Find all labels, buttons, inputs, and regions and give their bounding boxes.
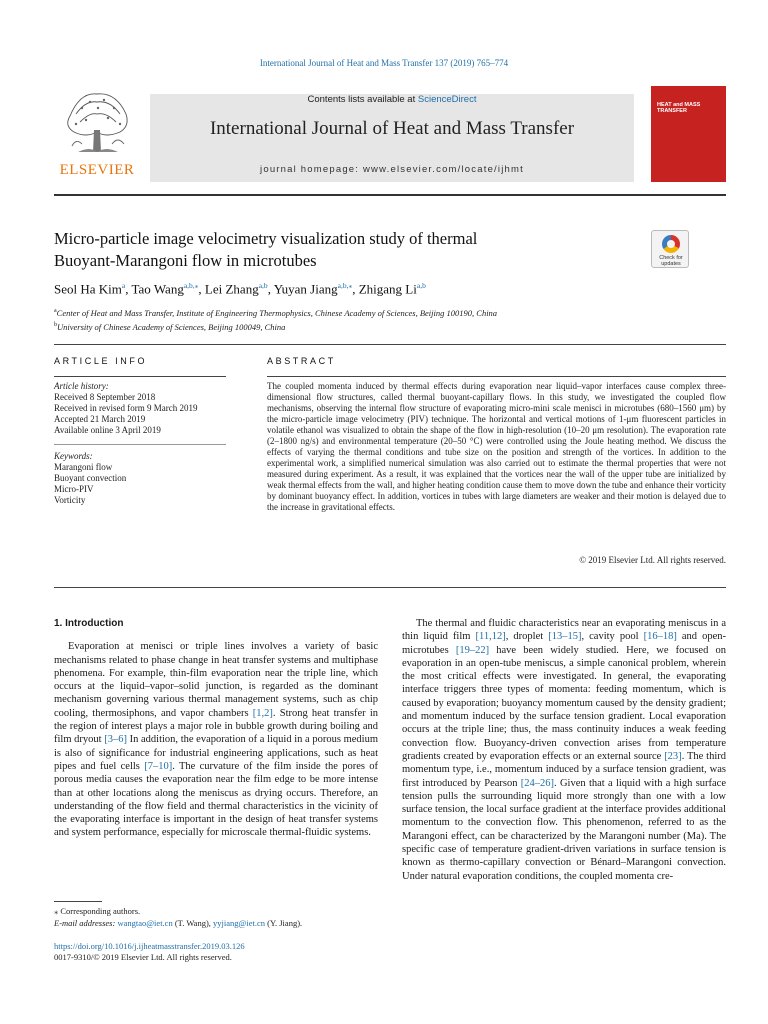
citation-link[interactable]: [3–6] <box>104 734 127 746</box>
citation-link[interactable]: [7–10] <box>144 760 173 772</box>
abstract-rule <box>267 376 726 377</box>
author-name[interactable]: Lei Zhang <box>204 281 259 297</box>
citation-link[interactable]: [23] <box>664 750 682 762</box>
contents-line <box>150 94 634 105</box>
keyword-item: Micro-PIV <box>54 484 94 494</box>
section-heading: 1. Introduction <box>54 618 124 629</box>
keywords-rule <box>54 444 226 445</box>
body-column-left <box>54 617 378 840</box>
citation-link[interactable]: [13–15] <box>548 631 582 643</box>
author-affiliation-mark[interactable]: a <box>121 281 126 290</box>
elsevier-logo[interactable] <box>54 86 140 182</box>
author-affiliation-mark[interactable]: a,b,⁎ <box>183 281 199 290</box>
author-name[interactable]: Yuyan Jiang <box>273 281 338 297</box>
citation-link[interactable]: [11,12] <box>475 631 506 643</box>
citation-link[interactable]: [16–18] <box>643 631 677 643</box>
history-item: Available online 3 April 2019 <box>54 425 161 435</box>
sciencedirect-link[interactable]: ScienceDirect <box>417 94 477 105</box>
citation-link[interactable]: [19–22] <box>455 644 490 656</box>
author-list: Seol Ha Kim$^a$, Tao Wang$^{a,b,⁎}$, Lei Zhang$^{a,b}$, Yuyan Jiang$^{a,b,⁎}$, Zhigang Li$^{a,b}$ <box>54 281 426 297</box>
article-info-rule <box>54 376 226 377</box>
journal-masthead <box>54 86 726 182</box>
doi-block <box>54 941 245 963</box>
author-name[interactable]: Seol Ha Kim <box>54 281 122 297</box>
email-link[interactable]: wangtao@iet.cn <box>117 918 173 928</box>
affiliation-b: $^b$University of Chinese Academy of Sciences, Beijing 100049, China <box>54 321 286 332</box>
masthead-divider <box>54 194 726 196</box>
keyword-item: Vorticity <box>54 495 86 505</box>
article-info-heading: ARTICLE INFO <box>54 356 148 366</box>
elsevier-wordmark: ELSEVIER <box>59 162 135 178</box>
citation-link[interactable]: [24–26] <box>520 777 555 789</box>
affiliations <box>54 305 497 333</box>
history-item: Accepted 21 March 2019 <box>54 414 146 424</box>
contents-prefix: Contents lists available at <box>307 94 418 105</box>
keywords <box>54 451 224 506</box>
abstract-end-divider <box>54 587 726 588</box>
keywords-heading: Keywords: <box>54 451 93 461</box>
journal-reference-link[interactable]: International Journal of Heat and Mass Transfer 137 (2019) 765–774 <box>259 58 509 68</box>
cover-title: HEAT and MASS TRANSFER <box>657 102 701 114</box>
info-divider <box>54 344 726 345</box>
keyword-item: Marangoni flow <box>54 462 113 472</box>
history-heading: Article history: <box>54 381 109 391</box>
author-affiliation-mark[interactable]: a,b,⁎ <box>337 281 353 290</box>
intro-paragraph: Evaporation at menisci or triple lines involves a variety of basic mechanisms related to phase change in heat transfer systems and multiphase phenomena. For example, thin-film evaporation near the triple line, which occurs at the liquid–vapor–solid junction, is regarded as the dominant mechanism governing various thermal management systems, such as chip cooling, thermosiphons, and vapor chambers [1,2]. Strong heat transfer in the region of interest plays a major role in bubble growth during boiling and film dryout [3–6] In addition, the evaporation of a liquid in a porous medium is also of significance for industrial engineering applications, such as heat pipes and fuel cells [7–10]. The curvature of the film inside the pores of porous media causes the evaporation near the film edge to be more intense than at other locations along the meniscus as drying occurs. Therefore, an understanding of the flow field and thermal characteristics in the vicinity of the evaporating interface is important in the design of heat transfer systems and system performance, especially for microscale thermal-fluidic systems. <box>54 641 379 839</box>
abstract-heading: ABSTRACT <box>267 356 336 366</box>
abstract-copyright: © 2019 Elsevier Ltd. All rights reserved. <box>579 555 726 565</box>
citation-link[interactable]: [1,2] <box>252 707 273 719</box>
body-column-right <box>402 617 726 883</box>
footnote-rule <box>54 901 102 902</box>
corresponding-note: ⁎ Corresponding authors. <box>54 906 141 916</box>
masthead-band <box>150 94 634 182</box>
article-title: Micro-particle image velocimetry visualization study of thermal Buoyant-Marangoni flow in microtubes <box>54 229 478 270</box>
affiliation-a: $^a$Center of Heat and Mass Transfer, Institute of Engineering Thermophysics, Chinese Academy of Sciences, Beijing 100190, China <box>54 307 498 318</box>
history-item: Received in revised form 9 March 2019 <box>54 403 198 413</box>
author-affiliation-mark[interactable]: a,b <box>258 281 268 290</box>
doi-link[interactable]: https://doi.org/10.1016/j.ijheatmasstransfer.2019.03.126 <box>54 941 245 951</box>
email-link[interactable]: yyjiang@iet.cn <box>213 918 265 928</box>
history-item: Received 8 September 2018 <box>54 392 156 402</box>
journal-cover-thumbnail[interactable] <box>651 86 726 182</box>
elsevier-tree-icon <box>60 86 134 160</box>
email-line: E-mail addresses: wangtao@iet.cn (T. Wang), yyjiang@iet.cn (Y. Jiang). <box>54 918 303 928</box>
journal-homepage[interactable]: journal homepage: www.elsevier.com/locate/ijhmt <box>260 164 524 175</box>
footnotes <box>54 905 302 929</box>
check-for-updates-badge[interactable] <box>651 230 689 268</box>
check-updates-label: Check for updates <box>659 255 683 267</box>
author-affiliation-mark[interactable]: a,b <box>416 281 426 290</box>
keyword-item: Buoyant convection <box>54 473 127 483</box>
issn-line: 0017-9310/© 2019 Elsevier Ltd. All rights reserved. <box>54 952 232 962</box>
abstract-text: The coupled momenta induced by thermal effects during evaporation near liquid–vapor interfaces cause complex three-dimensional flow structures, called thermal buoyant-capillary flows. In this study, we investigated the coupled flow mechanisms, observing the internal flow structure of evaporating micro-mini scale menisci in microtubes (680–1560 μm) by the micro-particle image velocimetry (PIV) technique. The horizontal and vertical motions of 1-μm fluorescent particles in volatile ethanol was visualized to obtain the shape of the flow in high-resolution (10–20 μm resolution). The evaporation rate (2–1800 ng/s) and environmental temperature (20–50 °C) were controlled using the Joule heating method. We discuss the effects of varying the thermal conditions and tube size on the position and strength of the vortices. In addition to the experimental work, a simplified numerical simulation was also carried out to estimate the thermal properties that were not measured during experiment. As a result, it was explained that the vortices near the wall of the upper tube are initialized by weak thermal effects from the wall, and higher heating condition cause them to move down the tube and enhance their vorticity by dominant buoyancy effect. In addition, vortices in tubes with large diameters are weaker and their motion is delayed due to the increase in gravitational effects. <box>267 381 726 512</box>
author-name[interactable]: Zhigang Li <box>358 281 417 297</box>
journal-title: International Journal of Heat and Mass Transfer <box>209 118 575 139</box>
crossmark-icon <box>662 235 680 253</box>
article-history <box>54 381 224 436</box>
author-name[interactable]: Tao Wang <box>131 281 184 297</box>
intro-paragraph: The thermal and fluidic characteristics near an evaporating meniscus in a thin liquid film [11,12], droplet [13–15], cavity pool [16–18] and open-microtubes [19–22] have been widely studied. Here, we focused on evaporation in an open-tube meniscus, a simple canonical problem, wherein the most critical effects were investigated. In general, the evaporating interface triggers three types of momenta: feeding momentum, which is caused by evaporation; buoyancy momentum caused by the density gradient; and momentum induced by the surface tension gradient. Local evaporation occurs at the triple line; thus, the mass continuity induces a weak feeding convection flow. Buoyancy-driven convection arises from temperature gradients created by evaporation effects or an external source [23]. The third momentum type, i.e., momentum induced by a surface tension gradient, was first introduced by Pearson [24–26]. Given that a liquid with a high surface tension pulls the surrounding liquid more strongly than one with a low surface tension, the local surface gradient at the interface provides additional momentum to the convection flow. This phenomenon, referred to as the Marangoni effect, can be characterized by the Marangoni number (Ma). The specific case of temperature gradient-driven variations in surface tension is known as thermo-capillary convection or Bénard–Marangoni convection. Under natural evaporation conditions, the coupled momenta cre- <box>402 618 727 882</box>
